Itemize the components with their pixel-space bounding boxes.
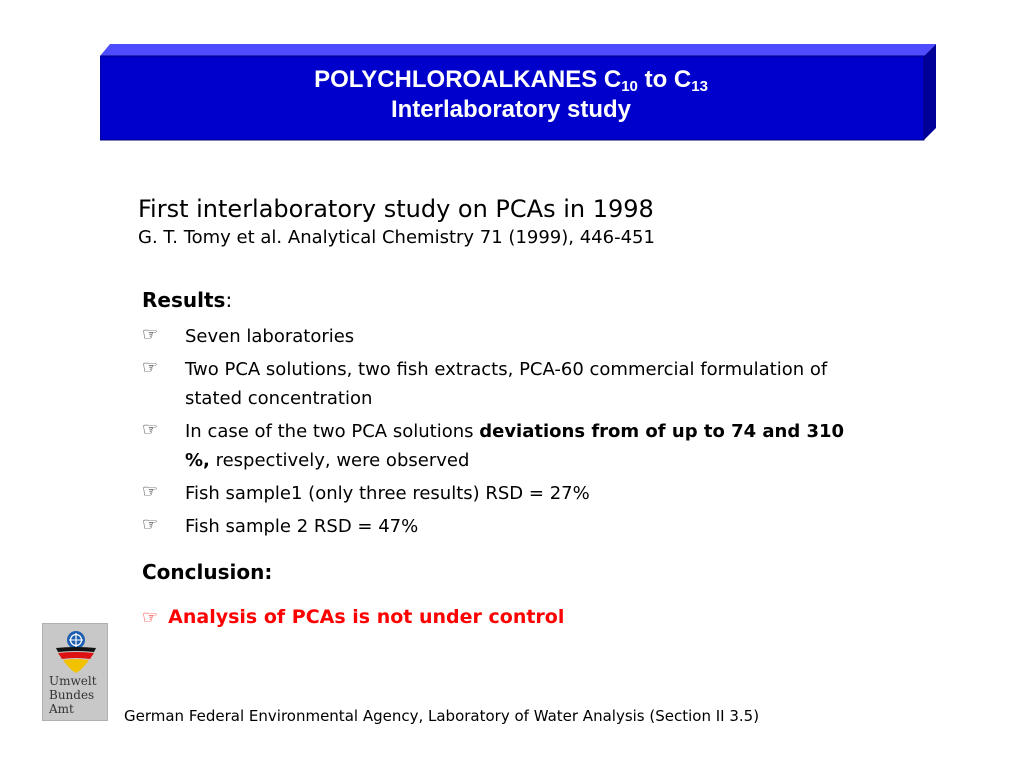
intro-title: First interlaboratory study on PCAs in 1998 (138, 195, 654, 223)
title-banner (100, 44, 936, 142)
footer-text: German Federal Environmental Agency, Laboratory of Water Analysis (Section II 3.5) (124, 707, 760, 725)
pointing-hand-icon: ☞ (142, 481, 159, 502)
logo-emblem-icon (48, 628, 104, 674)
list-item-text-pre: In case of the two PCA solutions (185, 421, 480, 442)
logo-line: Umwelt (49, 674, 97, 688)
results-heading (142, 288, 232, 312)
umweltbundesamt-logo (42, 623, 108, 721)
intro-block (138, 193, 655, 251)
list-item (142, 479, 862, 508)
title-prefix: POLYCHLOROALKANES C (314, 66, 622, 93)
results-heading-text: Results (142, 288, 226, 312)
title-subscript-1: 10 (621, 78, 638, 95)
list-item (142, 355, 862, 413)
title-subscript-2: 13 (691, 78, 708, 95)
banner-subtitle: Interlaboratory study (390, 96, 632, 123)
list-item-text: Fish sample1 (only three results) RSD = 27% (185, 483, 590, 504)
list-item-text-bold: deviations from of up to 74 and 310 %, (185, 421, 845, 471)
intro-reference: G. T. Tomy et al. Analytical Chemistry 71 (1999), 446-451 (138, 227, 655, 248)
pointing-hand-icon: ☞ (142, 357, 159, 378)
title-mid: to C (637, 66, 692, 93)
list-item-text-post: respectively, were observed (209, 450, 470, 471)
list-item-text: Fish sample 2 RSD = 47% (185, 516, 419, 537)
pointing-hand-icon: ☞ (142, 514, 159, 535)
logo-text (49, 674, 107, 716)
banner-title-line (314, 65, 708, 95)
list-item-text: Seven laboratories (185, 326, 355, 347)
list-item (142, 512, 862, 541)
results-heading-colon: : (225, 288, 233, 312)
conclusion-statement (142, 606, 564, 628)
list-item-text: Two PCA solutions, two fish extracts, PCA-60 commercial formulation of stated concentration (185, 359, 828, 409)
pointing-hand-icon: ☞ (142, 419, 159, 440)
logo-line: Bundes (49, 688, 95, 702)
logo-line: Amt (49, 702, 74, 716)
list-item (142, 417, 862, 475)
conclusion-heading: Conclusion: (142, 560, 273, 584)
pointing-hand-icon: ☞ (142, 607, 159, 628)
list-item (142, 322, 862, 351)
banner-title (100, 44, 922, 142)
results-list (142, 322, 862, 545)
pointing-hand-icon: ☞ (142, 324, 159, 345)
conclusion-text: Analysis of PCAs is not under control (168, 606, 565, 628)
